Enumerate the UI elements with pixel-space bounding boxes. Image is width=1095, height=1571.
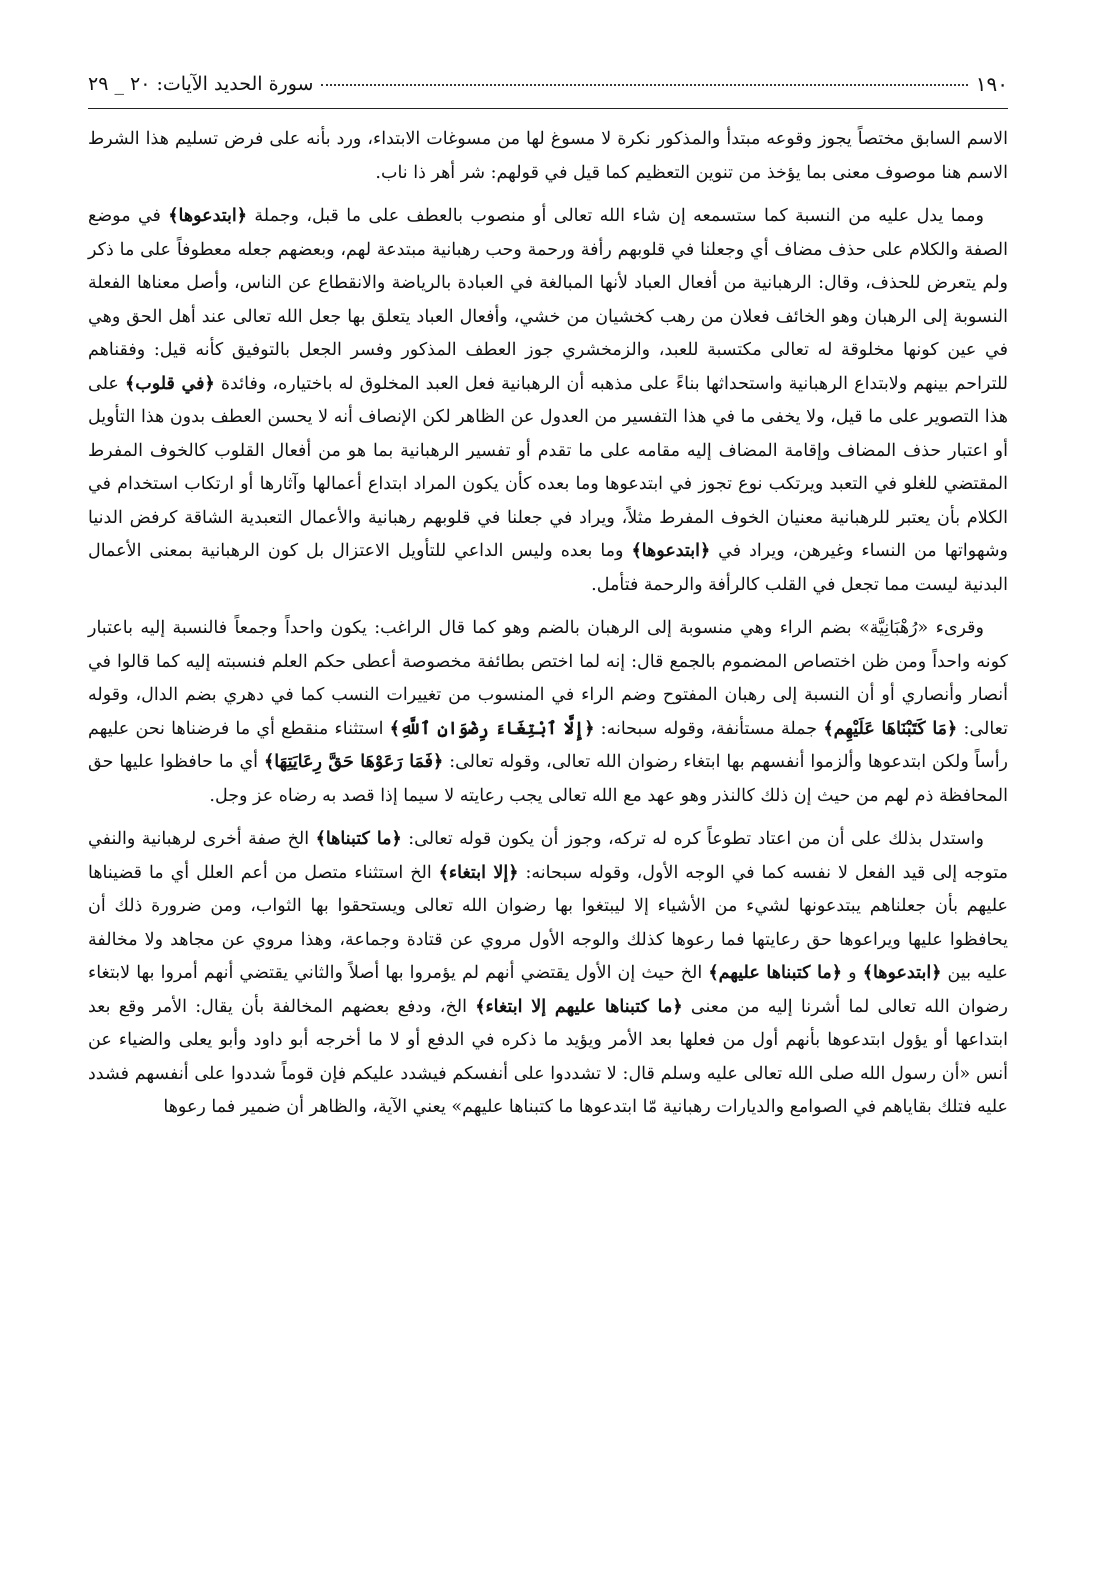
paragraph	[88, 612, 1008, 813]
quran-quote: ﴿ما كتبناها عليهم إلا ابتغاء﴾	[475, 996, 683, 1017]
surah-title: سورة الحديد الآيات: ٢٠ _ ٢٩	[88, 73, 314, 95]
text-segment: وقرىء «رُهْبَانِيَّة» بضم الراء وهي منسوبة إلى الرهبان بالضم وهو كما قال الراغب: يكون واحداً وجمعاً فالنسبة إليه باعتبار كونه واحداً ومن ظن اختصاص المضموم بالجمع قال: إنه لما اختص بطائفة مخصوصة أعطى حكم العلم فنسبته إليه كما قالوا في أنصار وأنصاري أو أن النسبة إلى رهبان المفتوح وضم الراء في المنسوب من تغييرات النسب كما في دهري بضم الدال، وقوله تعالى:	[88, 618, 1008, 739]
quran-quote: ﴿مَا كَتَبْنَاهَا عَلَيْهِم﴾	[823, 718, 958, 739]
text-segment: وما بعده وليس الداعي للتأويل الاعتزال بل كون الرهبانية بمعنى الأعمال البدنية ليست مما تجعل في القلب كالرأفة والرحمة فتأمل.	[88, 541, 1008, 595]
text-segment: الاسم السابق مختصاً يجوز وقوعه مبتدأ والمذكور نكرة لا مسوغ لها من مسوغات الابتداء، ورد بأنه على فرض تسليم هذا الشرط الاسم هنا موصوف معنى بما يؤخذ من تنوين التعظيم كما قيل في قولهم: شر أهر ذا ناب.	[88, 129, 1008, 183]
page-number: ١٩٠	[975, 72, 1008, 96]
text-segment: على هذا التصوير على ما قيل، ولا يخفى ما في هذا التفسير من العدول عن الظاهر لكن الإنصاف أنه لا يحسن العطف بدون هذا التأويل أو اعتبار حذف المضاف وإقامة المضاف إليه مقامه على ما تقدم أو تفسير الرهبانية بما هو من أفعال القلوب كالخوف المفرط المقتضي للغلو في التعبد ويرتكب نوع تجوز في ابتدعوها وما بعده كأن يكون المراد ابتداع أعمالها وآثارها أو ارتكاب استخدام في الكلام بأن يعتبر للرهبانية معنيان الخوف المفرط مثلاً، ويراد في جعلنا في قلوبهم رهبانية والأعمال التعبدية الشاقة كرفض الدنيا وشهواتها من النساء وغيرهن، ويراد في	[88, 373, 1008, 561]
book-page	[88, 62, 1008, 1135]
quran-quote: ﴿إلا ابتغاء﴾	[438, 862, 519, 883]
text-segment: الخ، ودفع بعضهم المخالفة بأن يقال: الأمر وقع بعد ابتداعها أو يؤول ابتدعوها بأنهم أول من فعلها بعد الأمر ويؤيد ما ذكره في الدفع أو لا ما أخرجه أبو داود وأبو يعلى والضياء عن أنس «أن رسول الله صلى الله تعالى عليه وسلم قال: لا تشددوا على أنفسكم فيشدد عليكم فإن قوماً شددوا على أنفسهم فشدد عليه فتلك بقاياهم في الصوامع والديارات رهبانية مّا ابتدعوها ما كتبناها عليهم» يعني الآية، والظاهر أن ضمير فما رعوها	[88, 996, 1008, 1117]
quran-quote: ﴿ما كتبناها عليهم﴾	[708, 963, 843, 983]
running-header	[88, 62, 1008, 106]
text-segment: و	[842, 963, 863, 983]
quran-quote: ﴿ابتدعوها﴾	[862, 963, 942, 983]
paragraph	[88, 200, 1008, 602]
text-segment: جملة مستأنفة، وقوله سبحانه:	[594, 718, 824, 739]
quran-quote: ﴿ابتدعوها﴾	[168, 206, 248, 226]
header-rule	[88, 108, 1008, 109]
leader-dots	[321, 83, 967, 86]
quran-quote: ﴿فَمَا رَعَوْهَا حَقَّ رِعَايَتِهَا﴾	[263, 752, 444, 772]
text-segment: الخ حيث إن الأول يقتضي أنهم لم يؤمروا بها أصلاً والثاني يقتضي أنهم أمروا بها لابتغاء رضوان الله تعالى لما أشرنا إليه من معنى	[88, 963, 1008, 1017]
body-text	[88, 123, 1008, 1125]
text-segment: استثناء منقطع أي ما فرضناها نحن عليهم رأساً ولكن ابتدعوها وألزموا أنفسهم بها ابتغاء رضوان الله تعالى، وقوله تعالى:	[88, 718, 1009, 772]
text-segment: في موضع الصفة والكلام على حذف مضاف أي وجعلنا في قلوبهم رأفة ورحمة وحب رهبانية مبتدعة لهم، وبعضهم جعله معطوفاً على ما ذكر ولم يتعرض للحذف، وقال: الرهبانية من أفعال العباد لأنها المبالغة في العبادة بالرياضة والانقطاع عن الناس، وأصل معناها الفعلة النسوبة إلى الرهبان وهو الخائف فعلان من رهب كخشيان من خشي، وأفعال العباد يتعلق بها جعل الله تعالى عند أهل الحق وهي في عين كونها مخلوقة له تعالى مكتسبة للعبد، والزمخشري جوز العطف المذكور وفسر الجعل بالتوفيق كأنه قيل: وفقناهم للتراحم بينهم ولابتداع الرهبانية واستحداثها بناءً على مذهبه أن الرهبانية فعل العبد المخلوق له باختياره، وفائدة	[88, 206, 1009, 394]
quran-quote: ﴿ابتدعوها﴾	[631, 541, 711, 561]
text-segment: الخ استثناء متصل من أعم العلل أي ما قضيناها عليهم بأن جعلناهم يبتدعونها لشيء من الأشياء إلا ليبتغوا بها رضوان الله تعالى ويستحقوا بها الثواب، ومن ضرورة ذلك أن يحافظوا عليها ويراعوها حق رعايتها فما رعوها كذلك والوجه الأول مروي عن قتادة وجماعة، وهذا مروي عن مجاهد ولا مخالفة عليه بين	[88, 862, 1008, 983]
text-segment: واستدل بذلك على أن من اعتاد تطوعاً كره له تركه، وجوز أن يكون قوله تعالى:	[401, 829, 984, 849]
quran-quote: ﴿إِلَّا ٱبْتِغَاءَ رِضْوَانِ ٱللَّهِ﴾	[389, 718, 595, 739]
paragraph	[88, 123, 1008, 190]
text-segment: الخ صفة أخرى لرهبانية والنفي متوجه إلى قيد الفعل لا نفسه كما في الوجه الأول، وقوله سبحانه:	[88, 829, 1008, 883]
quran-quote: ﴿في قلوب﴾	[124, 373, 215, 394]
text-segment: ومما يدل عليه من النسبة كما ستسمعه إن شاء الله تعالى أو منصوب بالعطف على ما قبل، وجملة	[247, 206, 984, 226]
paragraph	[88, 823, 1008, 1125]
text-segment: أي ما حافظوا عليها حق المحافظة ذم لهم من حيث إن ذلك كالنذر وهو عهد مع الله تعالى يجب رعايته لا سيما إذا قصد به رضاه عز وجل.	[88, 752, 1008, 806]
quran-quote: ﴿ما كتبناها﴾	[315, 829, 402, 849]
